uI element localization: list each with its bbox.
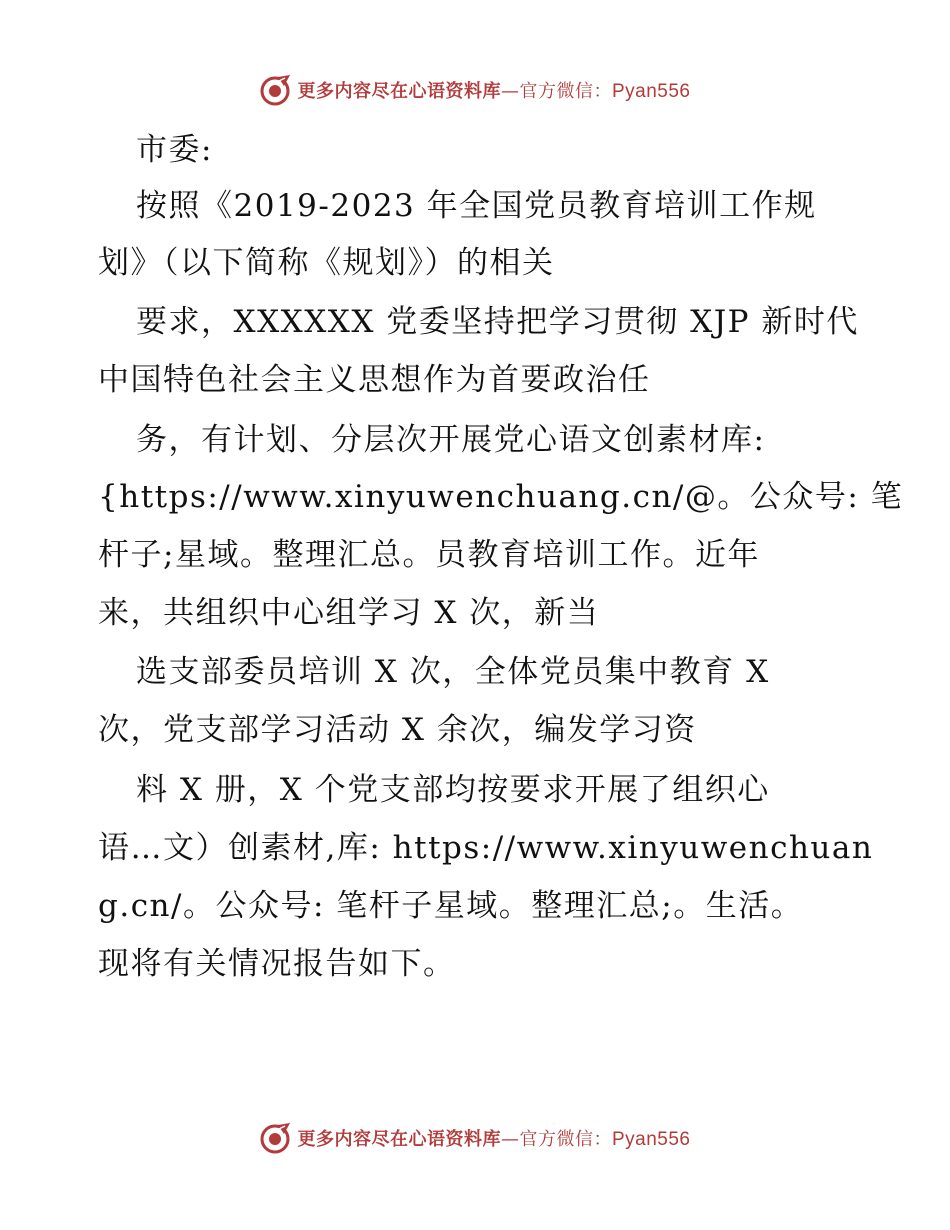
doc-line-salutation: 市委: <box>136 132 213 168</box>
doc-line: 划》（以下简称《规划》）的相关 <box>98 245 555 281</box>
watermark-text <box>297 77 690 103</box>
watermark-main: 更多内容尽在心语资料库 <box>297 1129 501 1150</box>
watermark-wechat-id: Pyan556 <box>611 81 691 102</box>
watermark-main: 更多内容尽在心语资料库 <box>297 81 501 102</box>
doc-line: 来，共组织中心组学习 X 次，新当 <box>98 595 600 631</box>
watermark-banner-bottom <box>0 1118 950 1158</box>
doc-line: 次，党支部学习活动 X 余次，编发学习资 <box>98 712 697 748</box>
watermark-wechat-label: 官方微信： <box>519 1129 612 1150</box>
doc-line: 按照《2019-2023 年全国党员教育培训工作规 <box>136 188 817 224</box>
doc-line: 中国特色社会主义思想作为首要政治任 <box>98 362 651 398</box>
watermark-dash: — <box>500 1129 520 1150</box>
watermark-wechat-label: 官方微信： <box>519 81 612 102</box>
doc-line: g.cn/。公众号: 笔杆子星域。整理汇总;。生活。 <box>98 888 804 924</box>
doc-line: {https://www.xinyuwenchuang.cn/@。公众号: 笔 <box>98 479 904 515</box>
doc-line: 务，有计划、分层次开展党心语文创素材库: <box>136 422 766 458</box>
doc-line: 现将有关情况报告如下。 <box>98 946 456 982</box>
doc-line: 语…文）创素材,库: https://www.xinyuwenchuan <box>98 830 874 866</box>
watermark-dash: — <box>500 81 520 102</box>
pen-nib-seal-icon <box>259 73 293 107</box>
doc-line: 杆子;星域。整理汇总。员教育培训工作。近年 <box>98 537 760 573</box>
doc-line: 料 X 册，X 个党支部均按要求开展了组织心 <box>136 772 770 808</box>
pen-nib-seal-icon <box>259 1121 293 1155</box>
watermark-wechat-id: Pyan556 <box>611 1129 691 1150</box>
doc-line: 要求，XXXXXX 党委坚持把学习贯彻 XJP 新时代 <box>136 304 859 340</box>
doc-line: 选支部委员培训 X 次，全体党员集中教育 X <box>136 654 770 690</box>
watermark-banner-top <box>0 70 950 110</box>
watermark-text <box>297 1125 690 1151</box>
